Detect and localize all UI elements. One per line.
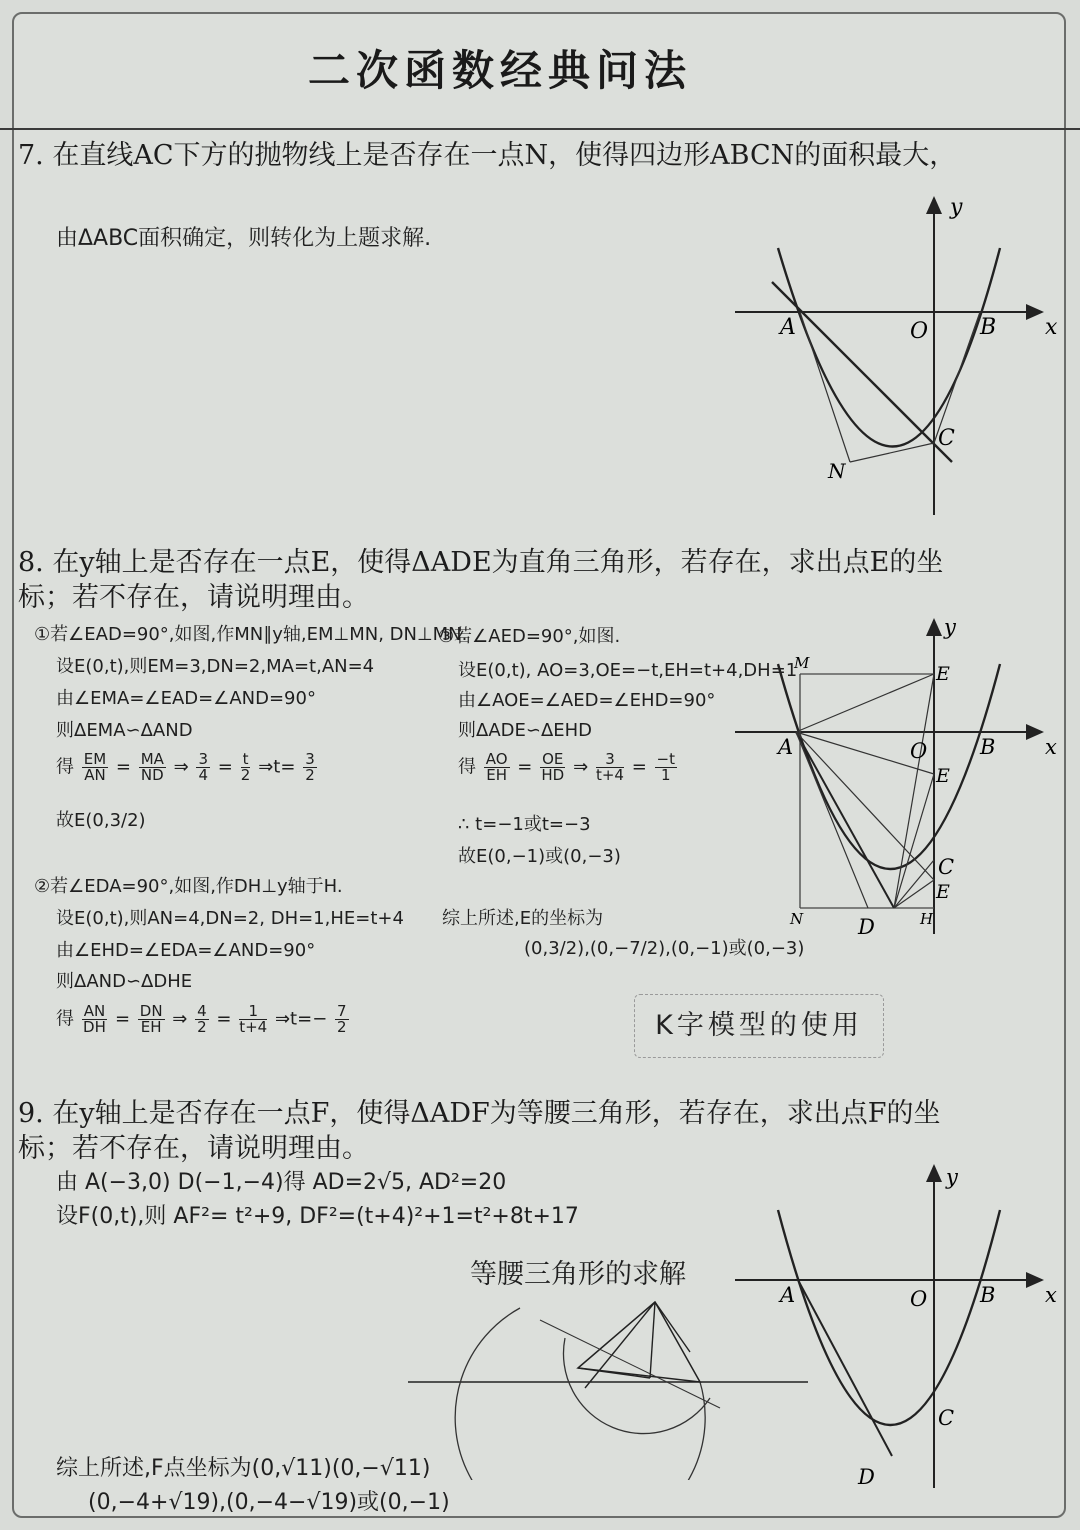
- fraction: [195, 1004, 209, 1035]
- denominator: 2: [197, 1018, 207, 1036]
- denominator: 2: [305, 766, 315, 784]
- case-2-line-4: 则ΔAND∽ΔDHE: [56, 971, 193, 992]
- case-1-ratio-equation: [56, 752, 319, 783]
- fraction: [655, 752, 677, 783]
- numerator: −t: [656, 750, 675, 768]
- case-1-ratio-prefix: 得: [56, 756, 74, 778]
- case-3-line-3: 由∠AOE=∠AED=∠EHD=90°: [458, 690, 716, 711]
- label-c: C: [938, 855, 955, 879]
- result-prefix: ⇒t=: [258, 756, 296, 778]
- denominator: 2: [240, 766, 251, 784]
- label-n: N: [828, 459, 846, 483]
- case-1-line-2: 设E(0,t),则EM=3,DN=2,MA=t,AN=4: [56, 656, 375, 677]
- parabola-curve: [778, 664, 1000, 869]
- label-o: O: [910, 1287, 928, 1311]
- label-o: O: [910, 319, 929, 344]
- fraction: [335, 1004, 349, 1035]
- case-1-line-4: 则ΔEMA∽ΔAND: [56, 720, 193, 741]
- denominator: t+4: [239, 1018, 268, 1036]
- fraction: [82, 1004, 107, 1035]
- numerator: 3: [305, 750, 315, 768]
- question-8-graph: [720, 612, 1065, 942]
- label-b: B: [980, 1283, 996, 1307]
- numerator: AO: [485, 750, 508, 768]
- parabola-curve: [778, 1210, 1000, 1425]
- case-1-line-3: 由∠EMA=∠EAD=∠AND=90°: [56, 688, 316, 709]
- label-x: x: [1045, 1283, 1057, 1307]
- page-title: 二次函数经典问法: [307, 46, 692, 95]
- numerator: EM: [83, 750, 107, 768]
- label-x: x: [1045, 735, 1057, 759]
- fraction: [303, 752, 317, 783]
- construction-arc-small: [563, 1338, 710, 1434]
- construction-line-d: [578, 1368, 650, 1378]
- denominator: ND: [140, 766, 164, 784]
- segment-an: [796, 732, 868, 908]
- implies-arrow: ⇒: [173, 756, 189, 778]
- question-8-line1: 8. 在y轴上是否存在一点E，使得ΔADE为直角三角形，若存在，求出点E的坐: [18, 547, 944, 578]
- denominator: 2: [337, 1018, 347, 1036]
- numerator: DN: [139, 1002, 163, 1020]
- case-3-solution-values: ∴ t=−1或t=−3: [458, 814, 591, 835]
- segment-ad: [796, 732, 894, 908]
- label-b: B: [980, 315, 997, 340]
- question-7-text: 7. 在直线AC下方的抛物线上是否存在一点N，使得四边形ABCN的面积最大，: [18, 140, 957, 171]
- question-7-graph: [720, 190, 1065, 525]
- implies-arrow: ⇒: [573, 756, 589, 778]
- numerator: AN: [83, 1002, 106, 1020]
- question-9-line2: 标；若不存在，请说明理由。: [18, 1133, 369, 1164]
- label-o: O: [910, 739, 928, 763]
- question-9-summary-line-1: 综上所述,F点坐标为(0,√11)(0,−√11): [56, 1456, 431, 1481]
- equals-sign: =: [517, 756, 533, 778]
- equals-sign: =: [114, 1008, 131, 1030]
- numerator: MA: [140, 750, 164, 768]
- title-divider: [0, 128, 1080, 130]
- fraction: [196, 752, 210, 783]
- numerator: OE: [542, 750, 564, 768]
- question-9-line-1: 由 A(−3,0) D(−1,−4)得 AD=2√5, AD²=20: [56, 1170, 507, 1195]
- case-3-line-4: 则ΔADE∽ΔEHD: [458, 720, 593, 741]
- label-e-mid: E: [936, 765, 950, 787]
- label-y: y: [946, 1165, 958, 1189]
- label-b: B: [980, 735, 996, 759]
- label-y: y: [944, 615, 956, 639]
- numerator: t: [242, 750, 249, 768]
- equals-sign: =: [115, 756, 131, 778]
- case-3-ratio-equation: [458, 752, 679, 783]
- fraction: [484, 752, 510, 783]
- question-9-line-2: 设F(0,t),则 AF²= t²+9, DF²=(t+4)²+1=t²+8t+17: [56, 1204, 579, 1229]
- case-2-line-3: 由∠EHD=∠EDA=∠AND=90°: [56, 940, 316, 961]
- fraction: [596, 752, 624, 783]
- label-y: y: [950, 195, 963, 220]
- equals-sign: =: [631, 756, 647, 778]
- fraction: [540, 752, 565, 783]
- case-2-ratio-equation: [56, 1004, 351, 1035]
- fraction: [138, 1004, 165, 1035]
- case-1-result: 故E(0,3/2): [56, 810, 146, 831]
- case-3-ratio-prefix: 得: [458, 756, 476, 778]
- segment-cb: [934, 312, 980, 443]
- denominator: 1: [660, 766, 671, 784]
- label-h: H: [920, 910, 934, 928]
- question-9-line1: 9. 在y轴上是否存在一点F，使得ΔADF为等腰三角形，若存在，求出点F的坐: [18, 1098, 941, 1129]
- fraction: [82, 752, 108, 783]
- question-8-summary-line-2: (0,3/2),(0,−7/2),(0,−1)或(0,−3): [524, 938, 805, 959]
- label-a: A: [780, 315, 796, 340]
- case-3-line-1: ③若∠AED=90°,如图.: [438, 626, 621, 647]
- label-d: D: [858, 915, 875, 939]
- numerator: 4: [197, 1002, 207, 1020]
- case-2-line-2: 设E(0,t),则AN=4,DN=2, DH=1,HE=t+4: [56, 908, 404, 929]
- equals-sign: =: [216, 1008, 232, 1030]
- numerator: 1: [239, 1004, 267, 1020]
- case-3-result: 故E(0,−1)或(0,−3): [458, 846, 621, 867]
- construction-line-c: [655, 1302, 690, 1352]
- question-9-summary-line-2: (0,−4+√19),(0,−4−√19)或(0,−1): [88, 1490, 450, 1515]
- fraction: [139, 752, 166, 783]
- question-9-graph: [720, 1160, 1065, 1495]
- denominator: HD: [541, 766, 565, 784]
- denominator: AN: [84, 766, 106, 784]
- segment-ad: [798, 1280, 892, 1456]
- denominator: EH: [486, 766, 508, 784]
- label-x: x: [1045, 315, 1058, 340]
- label-c: C: [938, 1406, 955, 1430]
- question-8-line2: 标；若不存在，请说明理由。: [18, 582, 369, 613]
- construction-arc-large: [455, 1308, 705, 1480]
- line-ac: [772, 282, 952, 462]
- k-model-note: K字模型的使用: [634, 994, 884, 1058]
- denominator: 4: [198, 766, 209, 784]
- numerator: 7: [337, 1002, 347, 1020]
- label-e-low: E: [936, 881, 950, 903]
- equals-sign: =: [217, 756, 233, 778]
- case-3-line-2: 设E(0,t), AO=3,OE=−t,EH=t+4,DH=1: [458, 660, 798, 681]
- label-c: C: [938, 426, 955, 451]
- label-n: N: [790, 910, 804, 928]
- segment-ae-top: [796, 674, 934, 732]
- label-d: D: [858, 1465, 875, 1489]
- label-a: A: [778, 735, 794, 759]
- fraction: [241, 752, 251, 783]
- denominator: EH: [140, 1018, 162, 1036]
- case-2-line-1: ②若∠EDA=90°,如图,作DH⊥y轴于H.: [34, 876, 343, 897]
- case-1-line-1: ①若∠EAD=90°,如图,作MN∥y轴,EM⊥MN, DN⊥MN.: [34, 624, 468, 645]
- numerator: 3: [198, 750, 209, 768]
- label-e-top: E: [936, 663, 950, 685]
- denominator: DH: [83, 1018, 106, 1036]
- question-7-note: 由ΔABC面积确定，则转化为上题求解.: [56, 226, 432, 251]
- numerator: 3: [596, 752, 624, 768]
- label-m: M: [794, 654, 810, 672]
- result-prefix: ⇒t=−: [274, 1008, 328, 1030]
- denominator: t+4: [595, 766, 624, 784]
- construction-line-b: [650, 1302, 655, 1378]
- case-2-ratio-prefix: 得: [56, 1008, 74, 1030]
- label-a: A: [780, 1283, 796, 1307]
- implies-arrow: ⇒: [172, 1008, 188, 1030]
- question-8-summary-line-1: 综上所述,E的坐标为: [442, 908, 604, 929]
- isosceles-sketch-label: 等腰三角形的求解: [470, 1259, 686, 1290]
- fraction: [239, 1004, 267, 1035]
